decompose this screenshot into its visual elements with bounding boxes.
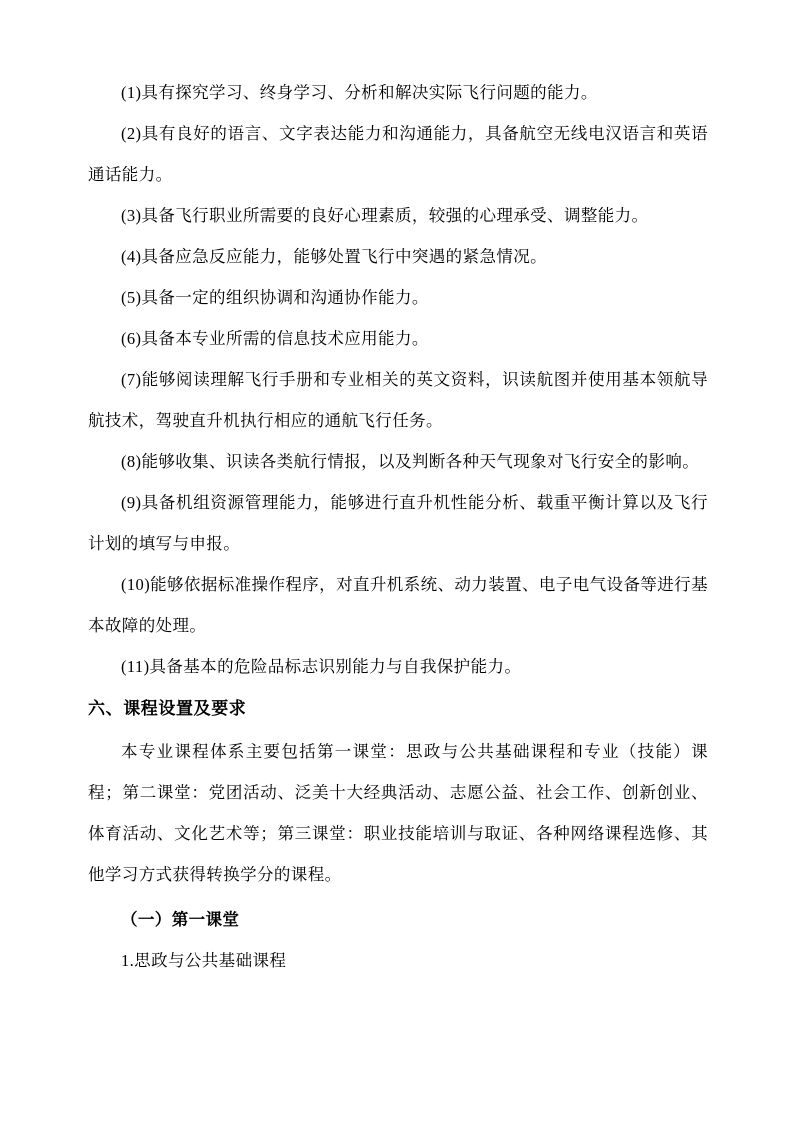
list-item: (11)具备基本的危险品标志识别能力与自我保护能力。 <box>121 657 522 676</box>
list-item: (9)具备机组资源管理能力，能够进行直升机性能分析、载重平衡计算以及飞行计划的填写与申报。 <box>88 493 708 553</box>
list-item: (3)具备飞行职业所需要的良好心理素质，较强的心理承受、调整能力。 <box>121 206 649 225</box>
list-item: (8)能够收集、识读各类航行情报，以及判断各种天气现象对飞行安全的影响。 <box>121 452 700 471</box>
section-paragraph: 本专业课程体系主要包括第一课堂：思政与公共基础课程和专业（技能）课程；第二课堂：党团活动、泛美十大经典活动、志愿公益、社会工作、创新创业、体育活动、文化艺术等；第三课堂：职业技能培训与取证、各种网络课程选修、其他学习方式获得转换学分的课程。 <box>88 742 708 884</box>
document-body <box>88 72 708 981</box>
list-item: (2)具有良好的语言、文字表达能力和沟通能力，具备航空无线电汉语言和英语通话能力。 <box>88 124 708 184</box>
list-item: (7)能够阅读理解飞行手册和专业相关的英文资料，识读航图并使用基本领航导航技术，驾驶直升机执行相应的通航飞行任务。 <box>88 370 708 430</box>
list-item: (10)能够依据标准操作程序，对直升机系统、动力装置、电子电气设备等进行基本故障的处理。 <box>88 575 708 635</box>
section-heading: 六、课程设置及要求 <box>88 699 247 718</box>
list-item: (1)具有探究学习、终身学习、分析和解决实际飞行问题的能力。 <box>121 83 598 102</box>
list-item: (5)具备一定的组织协调和沟通协作能力。 <box>121 288 429 307</box>
list-item: (6)具备本专业所需的信息技术应用能力。 <box>121 329 429 348</box>
subsection-item: 1.思政与公共基础课程 <box>121 951 287 970</box>
subsection-heading: （一）第一课堂 <box>121 910 240 929</box>
list-item: (4)具备应急反应能力，能够处置飞行中突遇的紧急情况。 <box>121 247 548 266</box>
